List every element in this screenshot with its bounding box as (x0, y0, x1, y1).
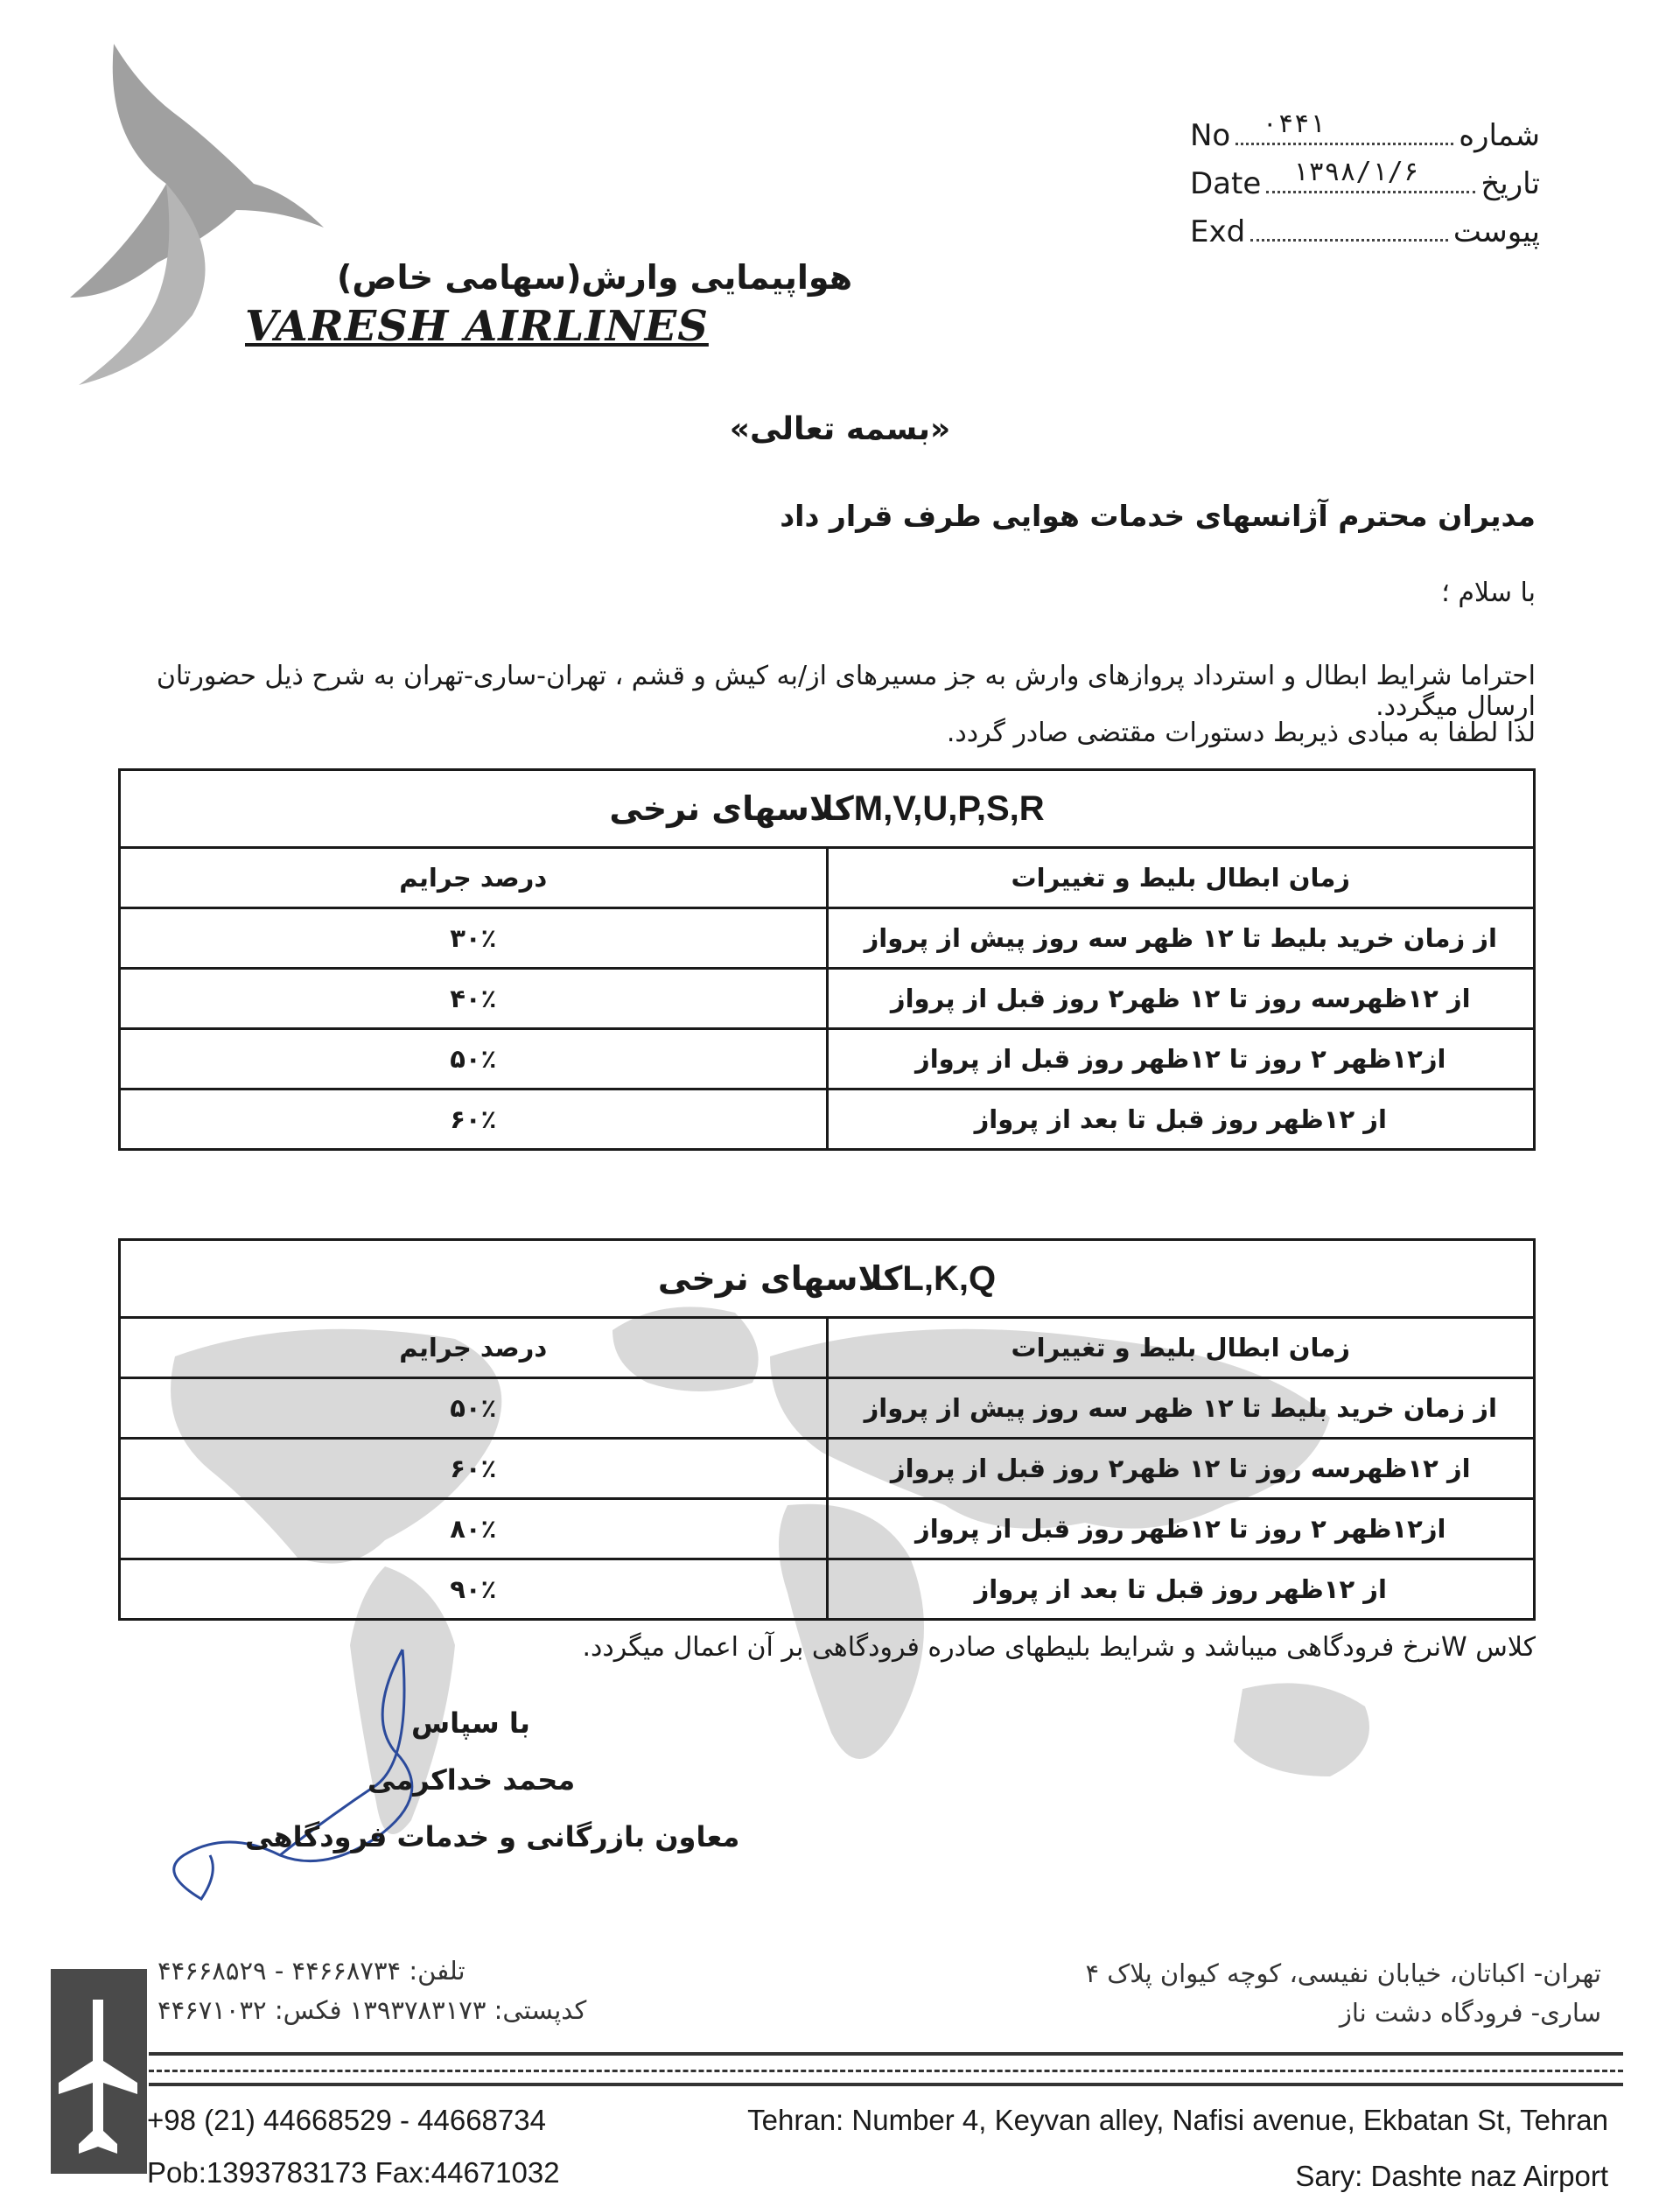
footer-sari-en: Sary: Dashte naz Airport (1295, 2160, 1608, 2192)
intro-paragraph-line2: لذا لطفا به مبادی ذیربط دستورات مقتضی صادر گردد. (946, 718, 1536, 748)
number-value: ۰۴۴۱ (1262, 109, 1326, 139)
date-label-fa: تاریخ (1480, 166, 1540, 201)
airline-name-en: VARESH AIRLINES (245, 302, 709, 351)
airplane-icon (54, 1991, 142, 2166)
footer-pob-fax-en: Pob:1393783173 Fax:44671032 (147, 2156, 560, 2189)
date-label-en: Date (1190, 166, 1262, 201)
attachment-label-en: Exd (1190, 214, 1246, 249)
w-class-note: کلاس Wنرخ فرودگاهی میباشد و شرایط بلیطهای صادره فرودگاهی بر آن اعمال میگردد. (582, 1632, 1536, 1663)
signer-title: معاون بازرگانی و خدمات فرودگاهی (245, 1820, 740, 1853)
penalty-cell: ۴۰٪ (120, 969, 828, 1029)
penalty-cell: ۹۰٪ (120, 1559, 828, 1620)
fare-class-table-1 (118, 768, 1536, 1151)
penalty-cell: ۳۰٪ (120, 908, 828, 969)
column-header-time: زمان ابطال بلیط و تغییرات (827, 848, 1535, 908)
table-row (120, 908, 1535, 969)
table-row (120, 1559, 1535, 1620)
footer-phone-en: +98 (21) 44668529 - 44668734 (147, 2104, 546, 2136)
fare-class-title: کلاسهای نرخی (657, 1258, 903, 1298)
number-label-fa: شماره (1459, 118, 1540, 153)
footer-postal-fax-fa: کدپستی: ۱۳۹۳۷۸۳۱۷۳ فکس: ۴۴۶۷۱۰۳۲ (158, 1995, 587, 2025)
fare-class-title: کلاسهای نرخی (609, 788, 854, 828)
basmala-heading: «بسمه تعالی» (729, 411, 951, 447)
footer-divider (149, 2083, 1623, 2086)
time-cell: از۱۲ظهر ۲ روز تا ۱۲ظهر روز قبل از پرواز (827, 1029, 1535, 1089)
time-cell: از۱۲ظهر ۲ روز تا ۱۲ظهر روز قبل از پرواز (827, 1499, 1535, 1559)
table-row (120, 1499, 1535, 1559)
penalty-cell: ۶۰٪ (120, 1439, 828, 1499)
airline-name-fa: هواپیمایی وارش(سهامی خاص) (337, 258, 853, 297)
attachment-row (1190, 214, 1540, 249)
table-title (120, 770, 1535, 848)
table-row (120, 1439, 1535, 1499)
time-cell: از زمان خرید بلیط تا ۱۲ ظهر سه روز پیش از پرواز (827, 1378, 1535, 1439)
time-cell: از ۱۲ظهر روز قبل تا بعد از پرواز (827, 1089, 1535, 1150)
column-header-penalty: درصد جرایم (120, 1318, 828, 1378)
table-row (120, 1029, 1535, 1089)
column-header-time: زمان ابطال بلیط و تغییرات (827, 1318, 1535, 1378)
salutation: مدیران محترم آژانسهای خدمات هوایی طرف قرار داد (780, 499, 1536, 533)
footer-address-fa: تهران- اکباتان، خیابان نفیسی، کوچه کیوان پلاک ۴ (1085, 1958, 1601, 1988)
table-row (120, 969, 1535, 1029)
penalty-cell: ۸۰٪ (120, 1499, 828, 1559)
table-row (120, 1089, 1535, 1150)
date-row (1190, 157, 1540, 201)
footer-phone-fa: تلفن: ۴۴۶۶۸۷۳۴ - ۴۴۶۶۸۵۲۹ (158, 1956, 466, 1986)
penalty-cell: ۵۰٪ (120, 1029, 828, 1089)
time-cell: از ۱۲ظهرسه روز تا ۱۲ ظهر۲ روز قبل از پرواز (827, 1439, 1535, 1499)
time-cell: از ۱۲ظهر روز قبل تا بعد از پرواز (827, 1559, 1535, 1620)
time-cell: از زمان خرید بلیط تا ۱۲ ظهر سه روز پیش از پرواز (827, 908, 1535, 969)
varesh-bird-logo (52, 35, 341, 411)
penalty-cell: ۶۰٪ (120, 1089, 828, 1150)
table-row (120, 1378, 1535, 1439)
signer-name: محمد خداکرمی (368, 1763, 576, 1797)
table-title (120, 1240, 1535, 1318)
number-row (1190, 109, 1540, 153)
attachment-label-fa: پیوست (1452, 214, 1540, 249)
footer-address-en: Tehran: Number 4, Keyvan alley, Nafisi avenue, Ekbatan St, Tehran (747, 2104, 1608, 2136)
fare-class-table-2 (118, 1238, 1536, 1621)
column-header-penalty: درصد جرایم (120, 848, 828, 908)
footer-divider-dashed (149, 2070, 1623, 2072)
intro-paragraph-line1: احتراما شرایط ابطال و استرداد پروازهای وارش به جز مسیرهای از/به کیش و قشم ، تهران-ساری-تهران به شرح ذیل حضورتان ارسال میگردد. (156, 661, 1536, 722)
greeting: با سلام ؛ (1441, 578, 1536, 608)
date-value: ۱۳۹۸/۱/۶ (1292, 157, 1419, 187)
fare-class-codes: M,V,U,P,S,R (853, 788, 1045, 828)
number-label-en: No (1190, 118, 1231, 153)
time-cell: از ۱۲ظهرسه روز تا ۱۲ ظهر۲ روز قبل از پرواز (827, 969, 1535, 1029)
closing-thanks: با سپاس (411, 1706, 530, 1740)
penalty-cell: ۵۰٪ (120, 1378, 828, 1439)
fare-class-codes: L,K,Q (902, 1258, 997, 1298)
footer-address2-fa: ساری- فرودگاه دشت ناز (1339, 1998, 1601, 2028)
footer-divider (149, 2052, 1623, 2056)
